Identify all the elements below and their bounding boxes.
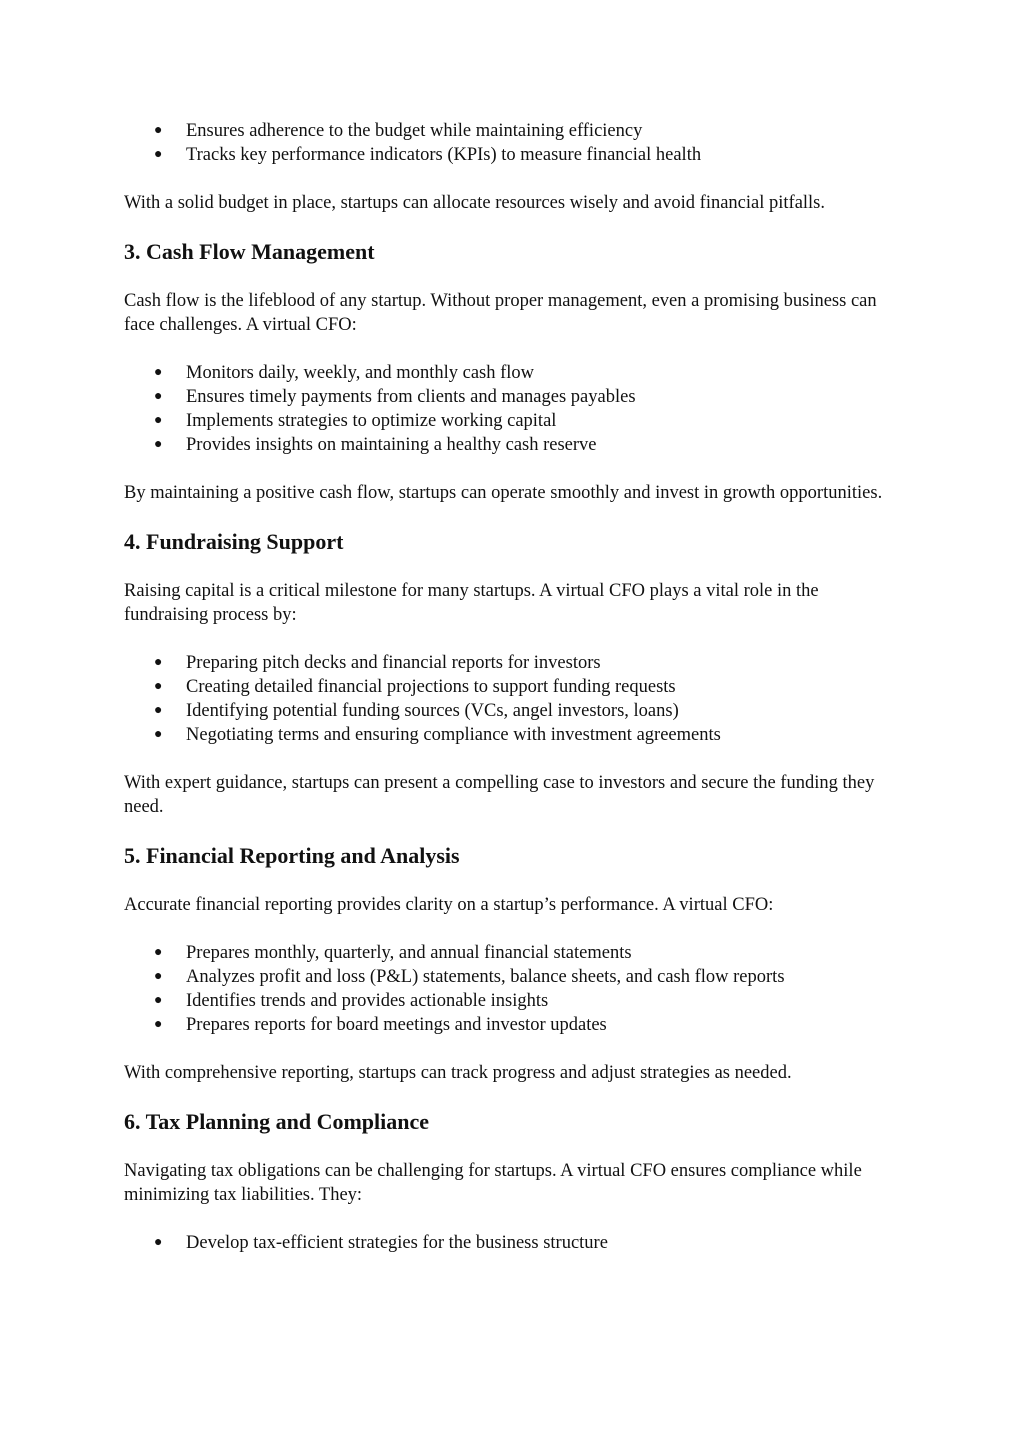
paragraph: Accurate financial reporting provides clarity on a startup’s performance. A virtual CFO: [124,895,774,915]
list-item-text: Creating detailed financial projections to support funding requests [186,677,676,697]
bullet-icon: ● [154,123,163,138]
bullet-icon: ● [154,365,163,380]
bullet-icon: ● [154,1235,163,1250]
bullet-icon: ● [154,1017,163,1032]
paragraph: Navigating tax obligations can be challenging for startups. A virtual CFO ensures compliance while minimizing tax liabilities. They: [124,1161,862,1205]
list-item [124,941,904,965]
list-item [124,723,904,747]
bullet-icon: ● [154,945,163,960]
list-item [124,989,904,1013]
bullet-icon: ● [154,413,163,428]
list-item [124,409,904,433]
list-item-text: Provides insights on maintaining a healthy cash reserve [186,435,597,455]
section-heading: 5. Financial Reporting and Analysis [124,843,460,868]
list-item-text: Monitors daily, weekly, and monthly cash flow [186,363,535,383]
paragraph: Cash flow is the lifeblood of any startup. Without proper management, even a promising business can face challenges. A virtual CFO: [124,291,877,335]
list-item-text: Negotiating terms and ensuring compliance with investment agreements [186,725,721,745]
list-item-text: Implements strategies to optimize working capital [186,411,557,431]
list-item-text: Prepares reports for board meetings and investor updates [186,1015,607,1035]
list-item [124,965,904,989]
list-item-text: Identifies trends and provides actionable insights [186,991,549,1011]
list-item [124,385,904,409]
list-item [124,651,904,675]
bullet-list [124,119,904,167]
document-page [124,119,904,1255]
list-item [124,675,904,699]
paragraph: With comprehensive reporting, startups can track progress and adjust strategies as needed. [124,1063,792,1083]
bullet-list [124,361,904,457]
paragraph: With a solid budget in place, startups can allocate resources wisely and avoid financial pitfalls. [124,193,826,213]
bullet-icon: ● [154,147,163,162]
list-item-text: Prepares monthly, quarterly, and annual financial statements [186,943,632,963]
list-item-text: Tracks key performance indicators (KPIs) to measure financial health [186,145,702,165]
bullet-icon: ● [154,389,163,404]
list-item-text: Ensures timely payments from clients and manages payables [186,387,636,407]
list-item-text: Analyzes profit and loss (P&L) statements, balance sheets, and cash flow reports [186,967,785,987]
section-heading: 3. Cash Flow Management [124,239,375,264]
bullet-icon: ● [154,437,163,452]
bullet-icon: ● [154,655,163,670]
bullet-icon: ● [154,727,163,742]
list-item [124,699,904,723]
list-item-text: Identifying potential funding sources (VCs, angel investors, loans) [186,701,679,721]
list-item [124,433,904,457]
section-heading: 4. Fundraising Support [124,529,344,554]
list-item-text: Ensures adherence to the budget while maintaining efficiency [186,121,643,141]
list-item [124,119,904,143]
list-item [124,1231,904,1255]
paragraph: By maintaining a positive cash flow, startups can operate smoothly and invest in growth opportunities. [124,483,883,503]
paragraph: Raising capital is a critical milestone for many startups. A virtual CFO plays a vital role in the fundraising process by: [124,581,819,625]
list-item-text: Develop tax-efficient strategies for the business structure [186,1233,608,1253]
bullet-list [124,941,904,1037]
bullet-icon: ● [154,993,163,1008]
list-item [124,1013,904,1037]
paragraph: With expert guidance, startups can present a compelling case to investors and secure the funding they need. [124,773,875,817]
bullet-list [124,1231,904,1255]
bullet-icon: ● [154,679,163,694]
list-item-text: Preparing pitch decks and financial reports for investors [186,653,601,673]
list-item [124,361,904,385]
list-item [124,143,904,167]
bullet-list [124,651,904,747]
bullet-icon: ● [154,969,163,984]
bullet-icon: ● [154,703,163,718]
section-heading: 6. Tax Planning and Compliance [124,1109,430,1134]
